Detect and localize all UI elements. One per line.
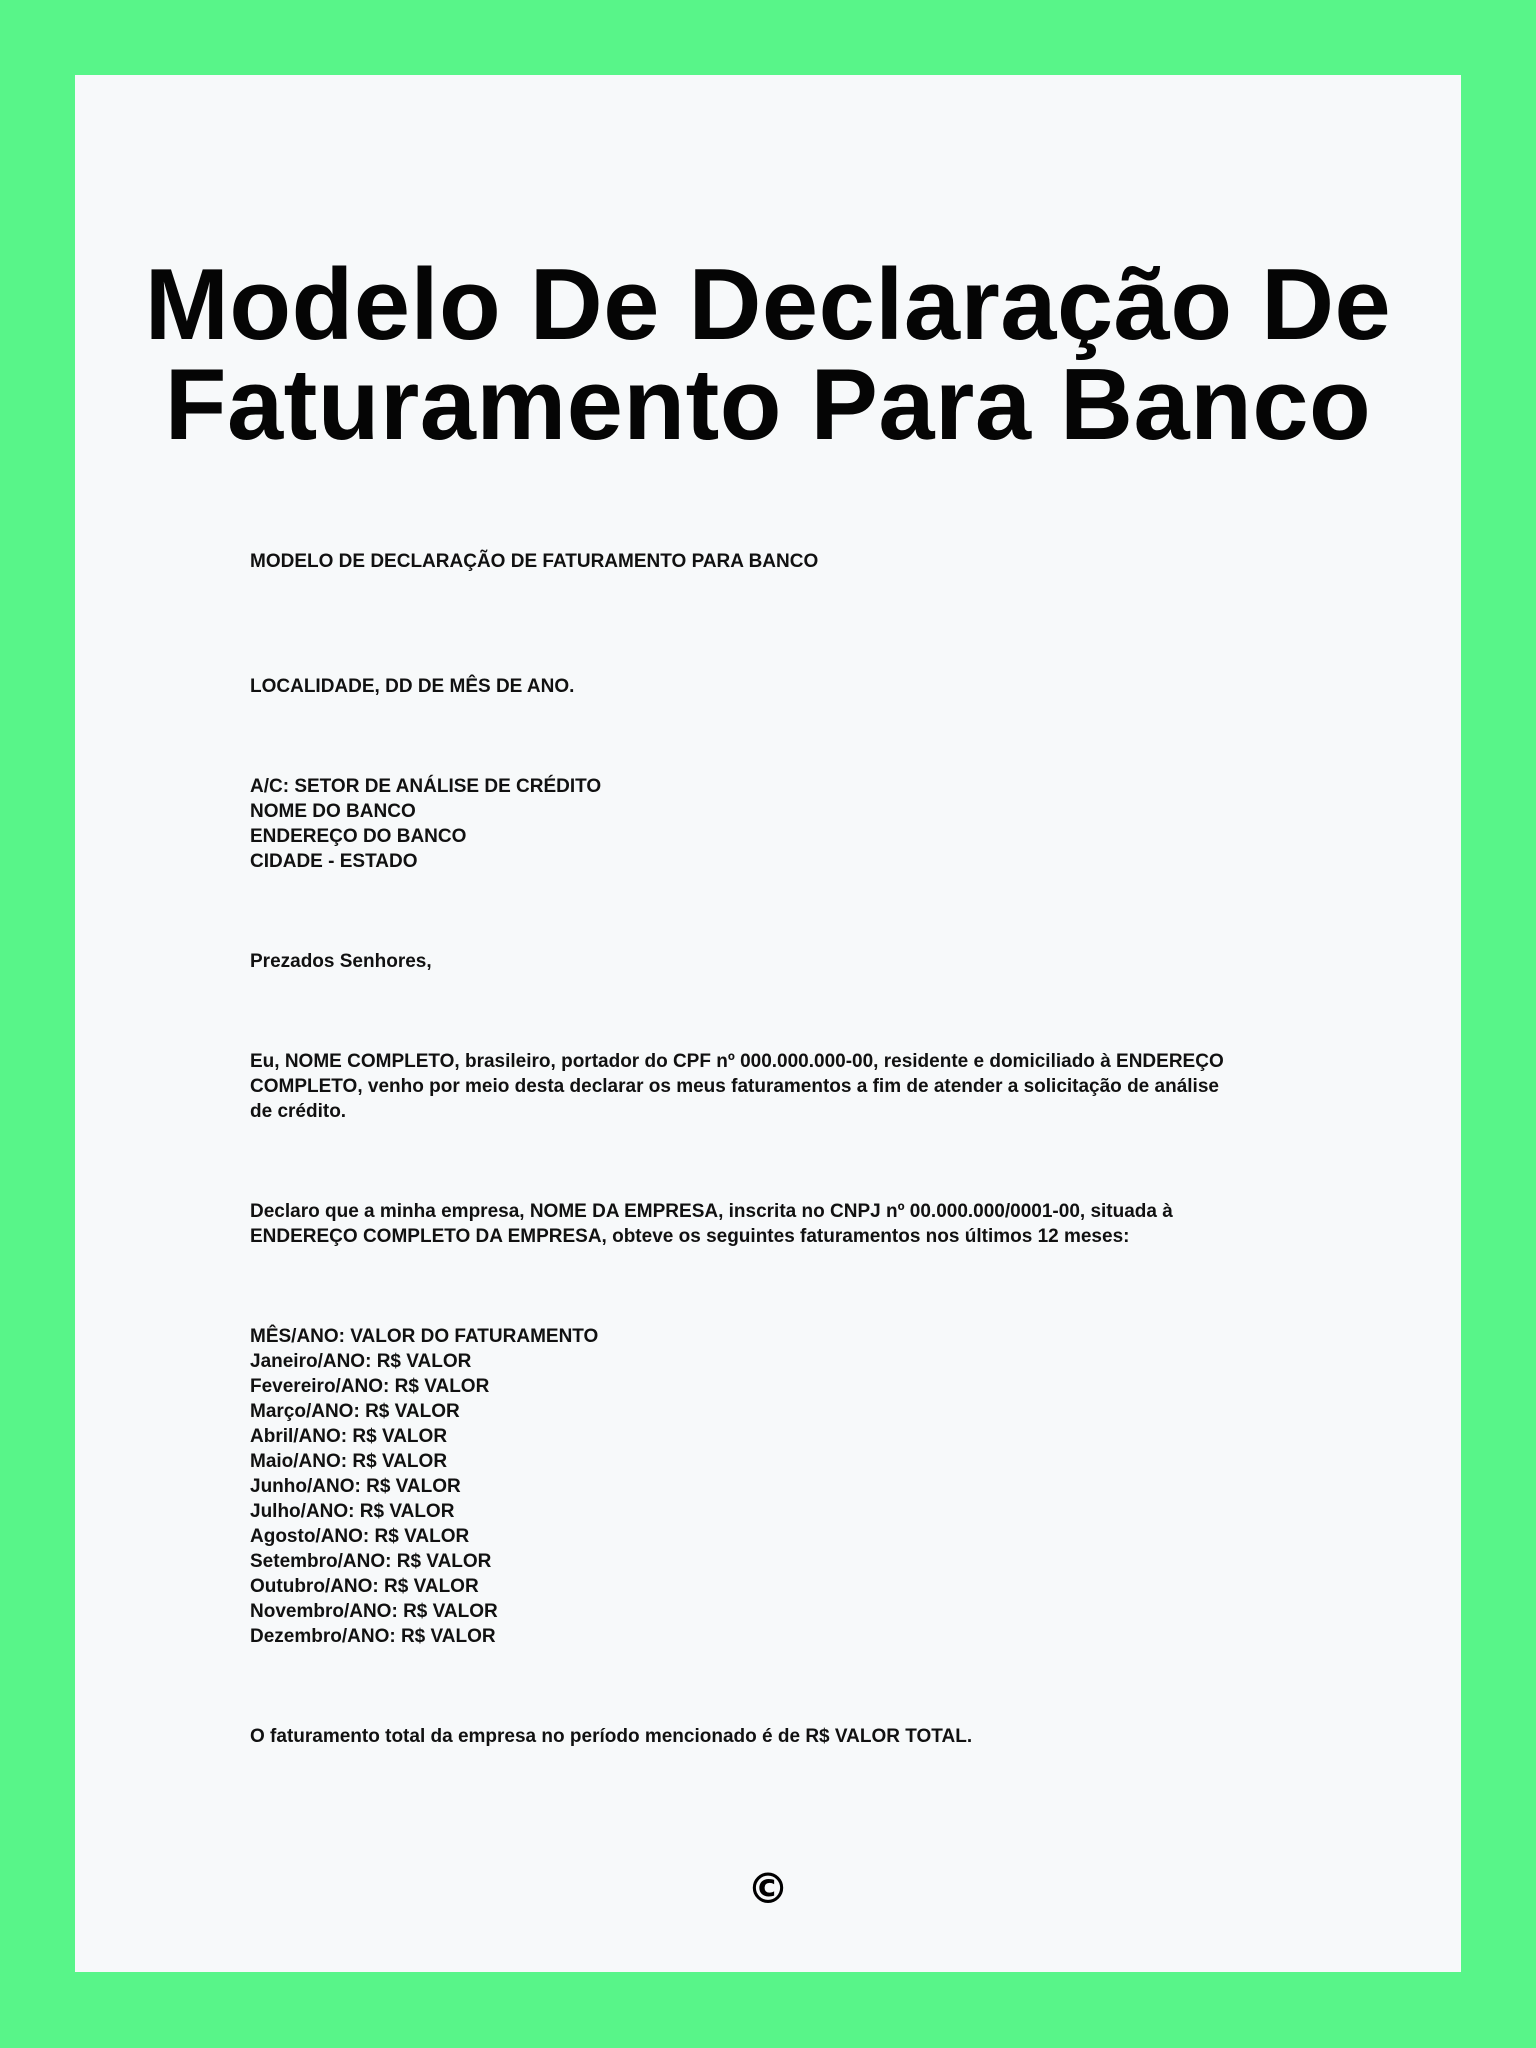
paragraph-line: Eu, NOME COMPLETO, brasileiro, portador do CPF nº 000.000.000-00, residente e domiciliado à ENDEREÇO — [250, 1051, 1224, 1072]
revenue-row: Março/ANO: R$ VALOR — [250, 1401, 460, 1422]
place-and-date: LOCALIDADE, DD DE MÊS DE ANO. — [250, 676, 575, 697]
recipient-block — [250, 774, 601, 874]
declaration-paragraph-2 — [250, 1199, 1173, 1249]
document-page — [75, 75, 1461, 1972]
document-title — [75, 249, 1461, 461]
revenue-list-header: MÊS/ANO: VALOR DO FATURAMENTO — [250, 1326, 599, 1347]
revenue-row: Janeiro/ANO: R$ VALOR — [250, 1351, 472, 1372]
revenue-row: Outubro/ANO: R$ VALOR — [250, 1576, 479, 1597]
declaration-paragraph-1 — [250, 1049, 1224, 1124]
paragraph-line: ENDEREÇO COMPLETO DA EMPRESA, obteve os seguintes faturamentos nos últimos 12 meses: — [250, 1226, 1130, 1247]
recipient-line: CIDADE - ESTADO — [250, 851, 418, 872]
total-statement: O faturamento total da empresa no período mencionado é de R$ VALOR TOTAL. — [250, 1726, 973, 1747]
revenue-row: Julho/ANO: R$ VALOR — [250, 1501, 455, 1522]
revenue-row: Agosto/ANO: R$ VALOR — [250, 1526, 470, 1547]
document-title-line-1: Modelo De Declaração De — [144, 249, 1392, 361]
revenue-row: Setembro/ANO: R$ VALOR — [250, 1551, 492, 1572]
revenue-row: Novembro/ANO: R$ VALOR — [250, 1601, 498, 1622]
revenue-row: Fevereiro/ANO: R$ VALOR — [250, 1376, 490, 1397]
paragraph-line: Declaro que a minha empresa, NOME DA EMPRESA, inscrita no CNPJ nº 00.000.000/0001-00, situada à — [250, 1201, 1173, 1222]
letter-heading: MODELO DE DECLARAÇÃO DE FATURAMENTO PARA BANCO — [250, 551, 819, 572]
salutation: Prezados Senhores, — [250, 951, 432, 972]
document-title-line-2: Faturamento Para Banco — [164, 349, 1372, 461]
revenue-row: Abril/ANO: R$ VALOR — [250, 1426, 448, 1447]
revenue-row: Maio/ANO: R$ VALOR — [250, 1451, 448, 1472]
recipient-line: ENDEREÇO DO BANCO — [250, 826, 467, 847]
paragraph-line: COMPLETO, venho por meio desta declarar os meus faturamentos a fim de atender a solicitação de análise — [250, 1076, 1219, 1097]
revenue-row: Dezembro/ANO: R$ VALOR — [250, 1626, 496, 1647]
revenue-row: Junho/ANO: R$ VALOR — [250, 1476, 461, 1497]
recipient-line: A/C: SETOR DE ANÁLISE DE CRÉDITO — [250, 776, 602, 797]
recipient-line: NOME DO BANCO — [250, 801, 416, 822]
paragraph-line: de crédito. — [250, 1101, 347, 1122]
revenue-list — [250, 1324, 598, 1649]
copyright-icon: © — [747, 1864, 789, 1913]
